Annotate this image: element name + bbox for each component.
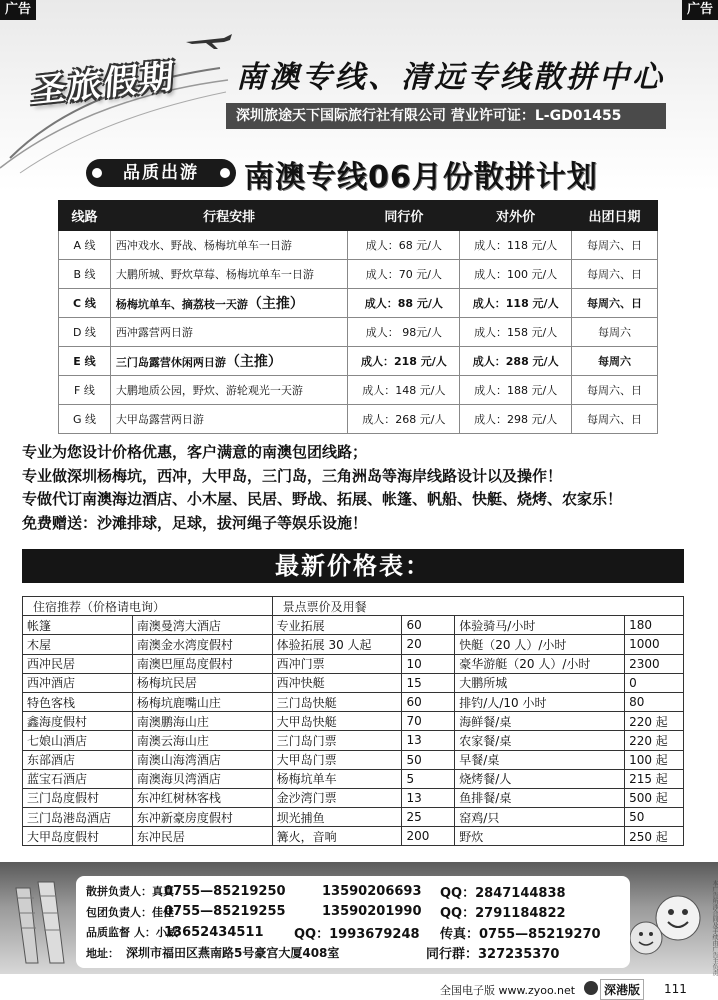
route-table-header <box>59 201 658 231</box>
th-date: 出团日期 <box>572 201 658 231</box>
route-code: E 线 <box>59 347 111 376</box>
contact-phone: 0755—85219250 <box>164 883 286 899</box>
route-plan: 大鹏所城、野炊草莓、杨梅坑单车一日游 <box>110 260 348 289</box>
route-plan-cell <box>110 289 348 318</box>
promo-line: 专业做深圳杨梅坑，西冲，大甲岛，三门岛，三角洲岛等海岸线路设计以及操作！ <box>22 466 563 485</box>
route-plan: 杨梅坑单车、摘荔枝一天游 <box>115 298 248 311</box>
beach-chairs-icon <box>8 868 78 968</box>
meal-item: 窑鸡/只 <box>455 808 625 827</box>
lodging-type: 特色客栈 <box>23 692 133 711</box>
ticket-item: 杨梅坑单车 <box>272 769 402 788</box>
meal-item: 野炊 <box>455 827 625 846</box>
contact-phone: 0755—85219255 <box>164 904 286 920</box>
route-row <box>59 231 658 260</box>
featured-tag: （主推） <box>247 296 304 312</box>
route-public-price: 成人：118 元/人 <box>460 231 572 260</box>
contact-fax: 传真：0755—85219270 <box>440 926 601 942</box>
promo-line: 专做代订南澳海边酒店、小木屋、民居、野战、拓展、帐篷、帆船、快艇、烧烤、农家乐！ <box>22 490 623 508</box>
route-plan: 大甲岛露营两日游 <box>110 405 348 434</box>
smiley-balls-icon <box>628 890 708 960</box>
price-row <box>23 635 684 654</box>
price-row <box>23 654 684 673</box>
meal-price: 50 <box>625 808 684 827</box>
lodging-type: 西冲酒店 <box>23 673 133 692</box>
meal-price: 500 起 <box>625 788 684 807</box>
route-peer-price: 成人：68 元/人 <box>348 231 460 260</box>
route-table <box>58 200 658 434</box>
meal-item: 早餐/桌 <box>455 750 625 769</box>
meal-item: 排钓/人/10 小时 <box>455 692 625 711</box>
lodging-type: 东部酒店 <box>23 750 133 769</box>
contact-group: 同行群：327235370 <box>426 947 560 963</box>
price-row <box>23 712 684 731</box>
contact-label: 地址： <box>86 946 119 960</box>
meal-price: 100 起 <box>625 750 684 769</box>
company-license-bar: 深圳旅途天下国际旅行社有限公司 营业许可证：L-GD01455 <box>226 103 666 129</box>
lodging-name: 南澳曼湾大酒店 <box>132 616 272 635</box>
route-date: 每周六 <box>572 347 658 376</box>
lodging-name: 杨梅坑民居 <box>132 673 272 692</box>
route-plan: 三门岛露营休闲两日游 <box>115 356 226 369</box>
route-date: 每周六、日 <box>572 231 658 260</box>
route-row <box>59 260 658 289</box>
contact-mobile: 13652434511 <box>164 924 264 940</box>
lodging-type: 三门岛港岛酒店 <box>23 808 133 827</box>
contact-address: 深圳市福田区燕南路5号豪宫大厦408室 <box>126 946 340 961</box>
contact-qq: QQ：2847144838 <box>440 885 566 901</box>
contact-label: 品质监督 人：小威 <box>86 926 178 940</box>
route-date: 每周六 <box>572 318 658 347</box>
meal-price: 2300 <box>625 654 684 673</box>
lodging-name: 东冲新豪房度假村 <box>132 808 272 827</box>
lodging-type: 木屋 <box>23 635 133 654</box>
lodging-type: 蓝宝石酒店 <box>23 769 133 788</box>
meal-item: 烧烤餐/人 <box>455 769 625 788</box>
route-plan: 西冲露营两日游 <box>110 318 348 347</box>
route-peer-price: 成人：148 元/人 <box>348 376 460 405</box>
ad-label-right: 广告 <box>682 0 718 20</box>
route-date: 每周六、日 <box>572 405 658 434</box>
price-banner: 最新价格表： <box>22 549 684 583</box>
meal-item: 豪华游艇（20 人）/小时 <box>455 654 625 673</box>
route-plan: 西冲戏水、野战、杨梅坑单车一日游 <box>110 231 348 260</box>
route-date: 每周六、日 <box>572 260 658 289</box>
meal-price: 180 <box>625 616 684 635</box>
route-code: C 线 <box>59 289 111 318</box>
lodging-name: 南澳鹏海山庄 <box>132 712 272 731</box>
contact-mobile: 13590206693 <box>322 883 422 899</box>
ticket-item: 金沙湾门票 <box>272 788 402 807</box>
meal-price: 220 起 <box>625 731 684 750</box>
route-code: B 线 <box>59 260 111 289</box>
route-public-price: 成人：118 元/人 <box>460 289 572 318</box>
route-public-price: 成人：100 元/人 <box>460 260 572 289</box>
ticket-price: 13 <box>402 731 455 750</box>
featured-tag: （主推） <box>225 354 282 370</box>
ticket-price: 5 <box>402 769 455 788</box>
meal-price: 215 起 <box>625 769 684 788</box>
meal-price: 250 起 <box>625 827 684 846</box>
lodging-type: 西冲民居 <box>23 654 133 673</box>
route-row <box>59 376 658 405</box>
price-row <box>23 769 684 788</box>
meal-item: 快艇（20 人）/小时 <box>455 635 625 654</box>
ticket-item: 专业拓展 <box>272 616 402 635</box>
lodging-type: 三门岛度假村 <box>23 788 133 807</box>
lodging-type: 大甲岛度假村 <box>23 827 133 846</box>
promo-text <box>22 441 702 535</box>
contact-label: 散拼负责人：真真 <box>86 885 174 899</box>
lodging-name: 南澳金水湾度假村 <box>132 635 272 654</box>
meal-price: 220 起 <box>625 712 684 731</box>
lodging-type: 七娘山酒店 <box>23 731 133 750</box>
brand-logo: 圣旅假期 <box>30 56 177 112</box>
ticket-item: 坝光捕鱼 <box>272 808 402 827</box>
route-code: A 线 <box>59 231 111 260</box>
price-row <box>23 808 684 827</box>
promo-line: 专业为您设计价格优惠，客户满意的南澳包团线路； <box>22 443 368 461</box>
route-row-featured <box>59 347 658 376</box>
ticket-item: 大甲岛门票 <box>272 750 402 769</box>
th-public-price: 对外价 <box>460 201 572 231</box>
route-row <box>59 318 658 347</box>
lodging-name: 南澳云海山庄 <box>132 731 272 750</box>
price-row <box>23 673 684 692</box>
route-peer-price: 成人：218 元/人 <box>348 347 460 376</box>
footer-edition: 深港版 <box>600 979 644 1000</box>
side-note: 本广告所涉合同及手续由广告主负责 <box>711 880 718 976</box>
contact-row <box>86 881 620 902</box>
contact-row <box>86 922 620 943</box>
lodging-name: 杨梅坑鹿嘴山庄 <box>132 692 272 711</box>
meal-price: 80 <box>625 692 684 711</box>
route-peer-price: 成人： 98元/人 <box>348 318 460 347</box>
meal-item: 大鹏所城 <box>455 673 625 692</box>
lodging-name: 南澳山海湾酒店 <box>132 750 272 769</box>
ticket-price: 10 <box>402 654 455 673</box>
ticket-item: 大甲岛快艇 <box>272 712 402 731</box>
meal-item: 农家餐/桌 <box>455 731 625 750</box>
ticket-item: 三门岛快艇 <box>272 692 402 711</box>
ticket-price: 60 <box>402 616 455 635</box>
tickets-header: 景点票价及用餐 <box>272 597 683 616</box>
lodging-type: 鑫海度假村 <box>23 712 133 731</box>
contact-row <box>86 902 620 923</box>
price-row <box>23 692 684 711</box>
lodging-name: 东冲红树林客栈 <box>132 788 272 807</box>
route-date: 每周六、日 <box>572 289 658 318</box>
ticket-item: 三门岛门票 <box>272 731 402 750</box>
lodging-name: 南澳海贝湾酒店 <box>132 769 272 788</box>
quality-tag: 品质出游 <box>86 159 236 187</box>
ticket-item: 西冲快艇 <box>272 673 402 692</box>
contact-qq: QQ：1993679248 <box>294 926 420 942</box>
lodging-header: 住宿推荐（价格请电询） <box>23 597 273 616</box>
lodging-name: 东冲民居 <box>132 827 272 846</box>
page-number: 111 <box>664 982 687 996</box>
meal-item: 体验骑马/小时 <box>455 616 625 635</box>
ticket-item: 篝火，音响 <box>272 827 402 846</box>
plan-title: 南澳专线06月份散拼计划 <box>244 160 598 195</box>
route-peer-price: 成人：70 元/人 <box>348 260 460 289</box>
route-plan: 大鹏地质公园，野炊、游轮观光一天游 <box>110 376 348 405</box>
ticket-price: 25 <box>402 808 455 827</box>
contact-mobile: 13590201990 <box>322 904 422 920</box>
route-public-price: 成人：288 元/人 <box>460 347 572 376</box>
th-route: 线路 <box>59 201 111 231</box>
ticket-price: 200 <box>402 827 455 846</box>
th-plan: 行程安排 <box>110 201 348 231</box>
route-plan-cell <box>110 347 348 376</box>
route-public-price: 成人：188 元/人 <box>460 376 572 405</box>
price-table-header <box>23 597 684 616</box>
route-row-featured <box>59 289 658 318</box>
contact-qq: QQ：2791184822 <box>440 906 566 922</box>
contact-box <box>76 876 630 968</box>
ad-label-left: 广告 <box>0 0 36 20</box>
contact-row <box>86 943 620 964</box>
route-peer-price: 成人：268 元/人 <box>348 405 460 434</box>
price-row <box>23 788 684 807</box>
lodging-type: 帐篷 <box>23 616 133 635</box>
meal-item: 海鲜餐/桌 <box>455 712 625 731</box>
ticket-price: 13 <box>402 788 455 807</box>
route-code: G 线 <box>59 405 111 434</box>
meal-price: 0 <box>625 673 684 692</box>
footer-logo-icon <box>584 981 598 995</box>
route-peer-price: 成人：88 元/人 <box>348 289 460 318</box>
contact-label: 包团负责人：佳佳 <box>86 905 174 919</box>
price-row <box>23 616 684 635</box>
ticket-item: 西冲门票 <box>272 654 402 673</box>
lodging-name: 南澳巴厘岛度假村 <box>132 654 272 673</box>
route-code: D 线 <box>59 318 111 347</box>
ticket-price: 60 <box>402 692 455 711</box>
price-table-body <box>23 616 684 846</box>
ticket-price: 15 <box>402 673 455 692</box>
th-peer-price: 同行价 <box>348 201 460 231</box>
route-date: 每周六、日 <box>572 376 658 405</box>
price-row <box>23 827 684 846</box>
airplane-icon <box>184 30 234 50</box>
route-public-price: 成人：158 元/人 <box>460 318 572 347</box>
ticket-price: 70 <box>402 712 455 731</box>
meal-price: 1000 <box>625 635 684 654</box>
route-row <box>59 405 658 434</box>
ticket-price: 50 <box>402 750 455 769</box>
ticket-price: 20 <box>402 635 455 654</box>
footer-site: 全国电子版 www.zyoo.net <box>440 984 576 997</box>
price-row <box>23 731 684 750</box>
headline: 南澳专线、清远专线散拼中心 <box>236 60 665 95</box>
price-table <box>22 596 684 846</box>
route-public-price: 成人：298 元/人 <box>460 405 572 434</box>
price-row <box>23 750 684 769</box>
route-code: F 线 <box>59 376 111 405</box>
ticket-item: 体验拓展 30 人起 <box>272 635 402 654</box>
page-footer <box>0 978 718 1000</box>
promo-line: 免费赠送：沙滩排球，足球，拔河绳子等娱乐设施！ <box>22 513 368 532</box>
meal-item: 鱼排餐/桌 <box>455 788 625 807</box>
